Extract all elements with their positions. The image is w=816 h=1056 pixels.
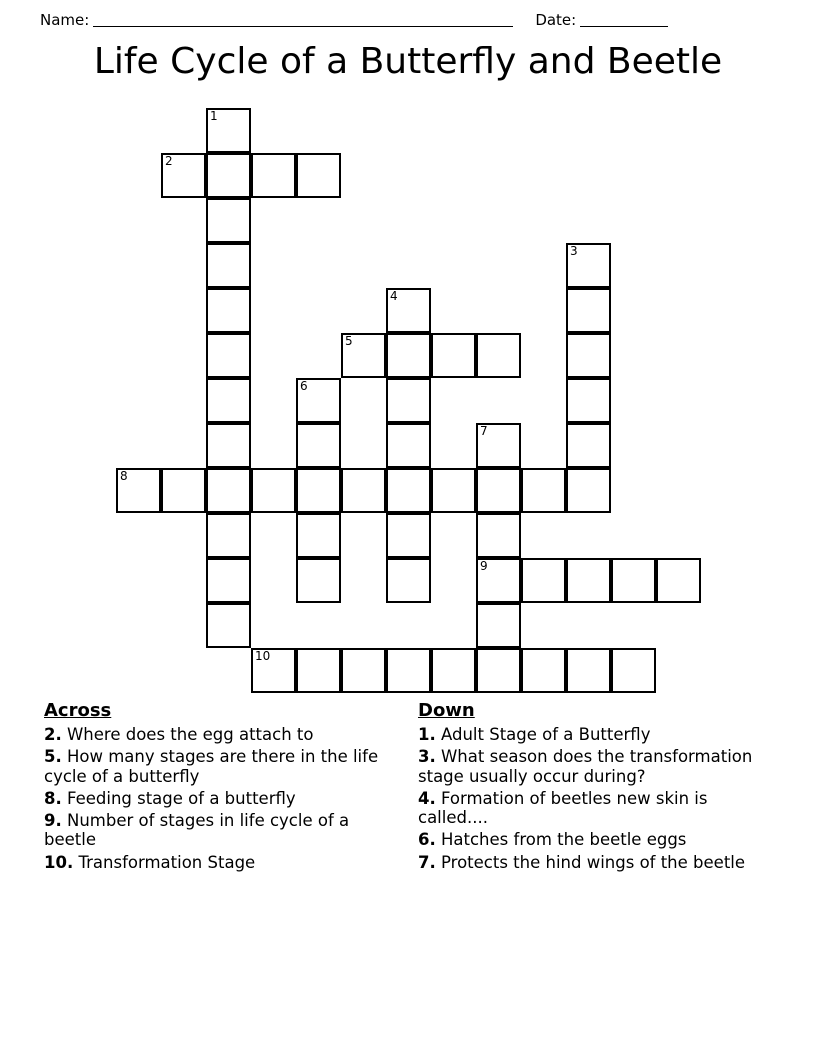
clue-number: 5.: [44, 747, 62, 767]
clue-number: 7.: [418, 852, 436, 872]
clue-item: [418, 789, 768, 828]
clue-number: 6.: [418, 830, 436, 850]
crossword-cell[interactable]: [206, 513, 251, 558]
clue-item: [44, 747, 394, 786]
crossword-cell[interactable]: [431, 648, 476, 693]
crossword-cell[interactable]: [206, 243, 251, 288]
clue-text: Hatches from the beetle eggs: [435, 830, 687, 850]
crossword-cell[interactable]: [206, 468, 251, 513]
crossword-cell[interactable]: [386, 513, 431, 558]
clues-section: [44, 700, 784, 875]
crossword-cell[interactable]: [656, 558, 701, 603]
crossword-cell[interactable]: [386, 378, 431, 423]
crossword-cell[interactable]: [521, 558, 566, 603]
crossword-cell[interactable]: [566, 468, 611, 513]
crossword-cell[interactable]: [431, 333, 476, 378]
crossword-cell[interactable]: [251, 648, 296, 693]
cell-number: 2: [165, 154, 173, 168]
across-clues-column: [44, 700, 394, 875]
crossword-cell[interactable]: [206, 603, 251, 648]
crossword-cell[interactable]: [476, 648, 521, 693]
cell-number: 7: [480, 424, 488, 438]
down-clue-list: [418, 725, 768, 872]
crossword-cell[interactable]: [476, 423, 521, 468]
date-label: Date:: [535, 11, 577, 29]
crossword-cell[interactable]: [206, 378, 251, 423]
cell-number: 8: [120, 469, 128, 483]
crossword-cell[interactable]: [566, 378, 611, 423]
crossword-cell[interactable]: [296, 513, 341, 558]
crossword-cell[interactable]: [341, 468, 386, 513]
across-heading: Across: [44, 700, 112, 721]
crossword-cell[interactable]: [476, 513, 521, 558]
crossword-cell[interactable]: [206, 288, 251, 333]
crossword-cell[interactable]: [611, 558, 656, 603]
clue-item: [44, 811, 394, 850]
crossword-cell[interactable]: [386, 288, 431, 333]
crossword-cell[interactable]: [386, 468, 431, 513]
down-clues-column: [418, 700, 768, 875]
crossword-cell[interactable]: [476, 468, 521, 513]
crossword-cell[interactable]: [431, 468, 476, 513]
crossword-cell[interactable]: [521, 648, 566, 693]
crossword-cell[interactable]: [206, 153, 251, 198]
crossword-cell[interactable]: [116, 468, 161, 513]
crossword-cell[interactable]: [386, 648, 431, 693]
crossword-cell[interactable]: [296, 468, 341, 513]
clue-text: Protects the hind wings of the beetle: [435, 852, 746, 872]
crossword-cell[interactable]: [296, 558, 341, 603]
crossword-cell[interactable]: [521, 468, 566, 513]
clue-item: [44, 725, 394, 744]
cell-number: 4: [390, 289, 398, 303]
across-clue-list: [44, 725, 394, 872]
cell-number: 6: [300, 379, 308, 393]
clue-text: Feeding stage of a butterfly: [61, 788, 296, 808]
crossword-cell[interactable]: [296, 423, 341, 468]
clue-item: [44, 789, 394, 808]
clue-text: Where does the egg attach to: [61, 725, 314, 744]
crossword-cell[interactable]: [386, 333, 431, 378]
clue-text: Transformation Stage: [73, 852, 256, 872]
clue-number: 8.: [44, 788, 62, 808]
clue-item: [418, 747, 768, 786]
crossword-cell[interactable]: [566, 333, 611, 378]
crossword-cell[interactable]: [566, 648, 611, 693]
cell-number: 10: [255, 649, 271, 663]
crossword-cell[interactable]: [566, 243, 611, 288]
crossword-cell[interactable]: [251, 468, 296, 513]
crossword-cell[interactable]: [206, 333, 251, 378]
clue-item: [44, 853, 394, 872]
clue-text: Number of stages in life cycle of a beetle: [44, 811, 350, 850]
crossword-cell[interactable]: [206, 198, 251, 243]
clue-text: Adult Stage of a Butterfly: [435, 725, 651, 744]
clue-item: [418, 725, 768, 744]
crossword-cell[interactable]: [566, 423, 611, 468]
crossword-cell[interactable]: [476, 333, 521, 378]
crossword-cell[interactable]: [161, 153, 206, 198]
crossword-cell[interactable]: [296, 648, 341, 693]
crossword-cell[interactable]: [476, 603, 521, 648]
cell-number: 5: [345, 334, 353, 348]
crossword-cell[interactable]: [206, 108, 251, 153]
down-heading: Down: [418, 700, 475, 721]
crossword-cell[interactable]: [611, 648, 656, 693]
crossword-cell[interactable]: [206, 558, 251, 603]
cell-number: 3: [570, 244, 578, 258]
clue-number: 2.: [44, 725, 62, 744]
clue-text: Formation of beetles new skin is called....: [418, 788, 708, 828]
crossword-cell[interactable]: [161, 468, 206, 513]
crossword-cell[interactable]: [251, 153, 296, 198]
clue-number: 10.: [44, 852, 74, 872]
crossword-cell[interactable]: [206, 423, 251, 468]
crossword-cell[interactable]: [341, 648, 386, 693]
name-label: Name:: [40, 11, 90, 29]
crossword-cell[interactable]: [566, 288, 611, 333]
crossword-cell[interactable]: [386, 558, 431, 603]
crossword-cell[interactable]: [341, 333, 386, 378]
crossword-cell[interactable]: [386, 423, 431, 468]
crossword-cell[interactable]: [296, 153, 341, 198]
crossword-cell[interactable]: [476, 558, 521, 603]
cell-number: 1: [210, 109, 218, 123]
clue-number: 4.: [418, 788, 436, 808]
cell-number: 9: [480, 559, 488, 573]
clue-number: 1.: [418, 725, 436, 744]
crossword-cell[interactable]: [566, 558, 611, 603]
clue-item: [418, 830, 768, 849]
clue-number: 9.: [44, 811, 62, 831]
page-title: Life Cycle of a Butterfly and Beetle: [93, 41, 723, 82]
clue-text: How many stages are there in the life cycle of a butterfly: [44, 747, 379, 786]
clue-number: 3.: [418, 747, 436, 767]
clue-text: What season does the transformation stage usually occur during?: [418, 747, 753, 786]
clue-item: [418, 853, 768, 872]
crossword-cell[interactable]: [296, 378, 341, 423]
